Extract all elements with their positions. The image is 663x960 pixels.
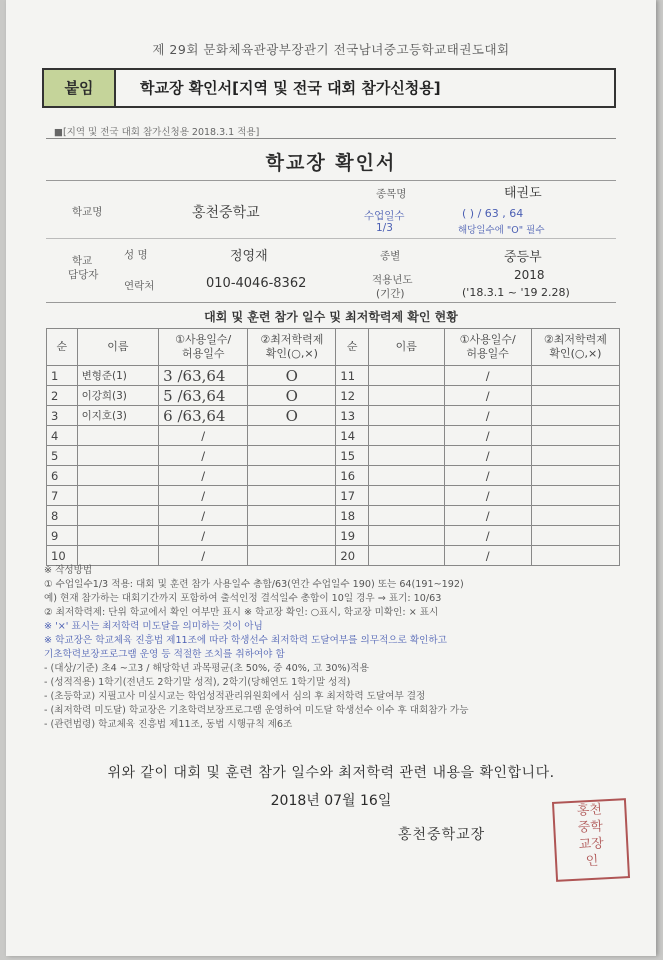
- days-note: 해당일수에 "O" 필수: [458, 225, 545, 236]
- days-used: /: [444, 366, 531, 386]
- instruction-line: ※ '×' 표시는 최저학력 미도달을 의미하는 것이 아님: [44, 621, 263, 632]
- table-row: [47, 426, 620, 446]
- divider: [46, 238, 616, 239]
- days-used: /: [444, 506, 531, 526]
- table-row: [47, 526, 620, 546]
- academic-check: [531, 466, 619, 486]
- divider: [46, 302, 616, 303]
- row-number: 1: [47, 366, 78, 386]
- header-name-right: 이름: [368, 329, 444, 366]
- academic-check: [531, 546, 619, 566]
- instruction-line: 예) 현재 참가하는 대회기간까지 포함하여 출석인정 결석일수 총합이 10일 경우 ⇒ 표기: 10/63: [44, 593, 442, 604]
- academic-check: [248, 426, 336, 446]
- days-label-fraction: 1/3: [376, 222, 393, 234]
- student-name: [368, 466, 444, 486]
- academic-check: O: [248, 406, 336, 426]
- row-number: 15: [336, 446, 368, 466]
- days-used: /: [444, 426, 531, 446]
- year-period: ('18.3.1 ~ '19 2.28): [462, 286, 570, 299]
- student-name: [368, 506, 444, 526]
- header-days-right: ①사용일수/ 허용일수: [444, 329, 531, 366]
- table-row: [47, 406, 620, 426]
- table-row: [47, 446, 620, 466]
- table-row: [47, 506, 620, 526]
- table-header-row: [47, 329, 620, 366]
- event-title: 제 29회 문화체육관광부장관기 전국남녀중고등학교태권도대회: [152, 42, 510, 57]
- school-name: 홍천중학교: [192, 205, 260, 221]
- contact-name: 정영재: [230, 249, 268, 264]
- attachment-header: [42, 68, 616, 108]
- days-used: /: [159, 546, 248, 566]
- category-label: 종별: [380, 250, 401, 262]
- instruction-line: ① 수업일수1/3 적용: 대회 및 훈련 참가 사용일수 총합/63(연간 수업일수 190) 또는 64(191~192): [44, 579, 464, 590]
- sport-label: 종목명: [376, 188, 407, 200]
- instruction-line: ※ 작성방법: [44, 565, 93, 576]
- form-note: ■[지역 및 전국 대회 참가신청용 2018.3.1 적용]: [54, 127, 260, 138]
- instructions: [44, 564, 634, 732]
- days-used: /: [444, 546, 531, 566]
- contact-label-line2: 담당자: [68, 269, 99, 281]
- year-value: 2018: [514, 268, 545, 282]
- table-row: [47, 546, 620, 566]
- days-used: /: [159, 506, 248, 526]
- row-number: 5: [47, 446, 78, 466]
- row-number: 10: [47, 546, 78, 566]
- days-used: /: [159, 466, 248, 486]
- student-name: [368, 546, 444, 566]
- divider: [46, 138, 616, 139]
- student-name: [368, 406, 444, 426]
- phone-label: 연락처: [124, 280, 155, 292]
- instruction-line: ※ 학교장은 학교체육 진흥법 제11조에 따라 학생선수 최저학력 도달여부를 의무적으로 확인하고: [44, 635, 447, 646]
- days-used: /: [159, 526, 248, 546]
- confirmation-date: 2018년 07월 16일: [270, 793, 392, 809]
- header-academic: ②최저학력제 확인(○,×): [248, 329, 336, 366]
- instruction-line: ② 최저학력제: 단위 학교에서 확인 여부만 표시 ※ 학교장 확인: ○표시, 학교장 미확인: × 표시: [44, 607, 439, 618]
- academic-check: [248, 506, 336, 526]
- category-value: 중등부: [504, 250, 542, 265]
- student-name: [77, 466, 159, 486]
- instruction-line: - (대상/기준) 초4 ~고3 / 해당학년 과목평균(초 50%, 중 40%, 고 30%)적용: [44, 663, 369, 674]
- instruction-line: 기초학력보장프로그램 운영 등 적절한 조치를 취하여야 함: [44, 649, 285, 660]
- row-number: 20: [336, 546, 368, 566]
- row-number: 6: [47, 466, 78, 486]
- student-name: [368, 526, 444, 546]
- academic-check: O: [248, 366, 336, 386]
- academic-check: [248, 546, 336, 566]
- days-used: /: [444, 406, 531, 426]
- student-name: [368, 426, 444, 446]
- document-page: [6, 0, 656, 956]
- school-seal: 홍천 중학 교장 인: [552, 798, 630, 882]
- row-number: 8: [47, 506, 78, 526]
- row-number: 9: [47, 526, 78, 546]
- academic-check: [248, 486, 336, 506]
- days-used: /: [444, 466, 531, 486]
- days-used: /: [159, 426, 248, 446]
- instruction-line: - (관련법령) 학교체육 진흥법 제11조, 동법 시행규칙 제6조: [44, 719, 293, 730]
- academic-check: [531, 506, 619, 526]
- row-number: 11: [336, 366, 368, 386]
- phone-value: 010-4046-8362: [206, 276, 307, 291]
- attachment-tag: 붙임: [44, 70, 116, 106]
- student-name: [77, 526, 159, 546]
- student-name: [77, 446, 159, 466]
- header-name: 이름: [77, 329, 159, 366]
- academic-check: [531, 366, 619, 386]
- student-name: [368, 446, 444, 466]
- days-used: /: [444, 526, 531, 546]
- table-row: [47, 486, 620, 506]
- days-label: 수업일수: [364, 210, 405, 222]
- year-label: 적용년도: [372, 274, 413, 286]
- days-used: 5 /63,64: [159, 386, 248, 406]
- student-name: [368, 486, 444, 506]
- divider: [46, 180, 616, 181]
- table-row: [47, 366, 620, 386]
- academic-check: [531, 446, 619, 466]
- attachment-title: 학교장 확인서[지역 및 전국 대회 참가신청용]: [140, 79, 441, 97]
- row-number: 12: [336, 386, 368, 406]
- student-name: [77, 426, 159, 446]
- school-label: 학교명: [72, 206, 103, 218]
- year-label-period: (기간): [376, 288, 405, 300]
- academic-check: [531, 486, 619, 506]
- days-used: /: [159, 446, 248, 466]
- principal-signature: 홍천중학교장: [398, 827, 486, 843]
- instruction-line: - (최저학력 미도달) 학교장은 기초학력보장프로그램 운영하여 미도달 학생선수 이수 후 대회참가 가능: [44, 705, 469, 716]
- instruction-line: - (성적적용) 1학기(전년도 2학기말 성적), 2학기(당해연도 1학기말 성적): [44, 677, 351, 688]
- sport-name: 태권도: [504, 186, 542, 201]
- table-row: [47, 466, 620, 486]
- table-row: [47, 386, 620, 406]
- student-name: [77, 486, 159, 506]
- student-name: 이강희(3): [77, 386, 159, 406]
- student-name: 이지호(3): [77, 406, 159, 426]
- days-used: /: [444, 386, 531, 406]
- academic-check: [248, 446, 336, 466]
- row-number: 19: [336, 526, 368, 546]
- contact-label-line1: 학교: [72, 255, 93, 267]
- days-used: 6 /63,64: [159, 406, 248, 426]
- row-number: 14: [336, 426, 368, 446]
- student-name: [77, 506, 159, 526]
- confirmation-text: 위와 같이 대회 및 훈련 참가 일수와 최저학력 관련 내용을 확인합니다.: [107, 765, 555, 781]
- days-used: /: [444, 446, 531, 466]
- document-title: 학교장 확인서: [265, 152, 397, 174]
- header-academic-right: ②최저학력제 확인(○,×): [531, 329, 619, 366]
- student-name: [77, 546, 159, 566]
- name-label: 성 명: [124, 249, 148, 261]
- row-number: 16: [336, 466, 368, 486]
- header-no: 순: [47, 329, 78, 366]
- row-number: 3: [47, 406, 78, 426]
- instruction-line: - (초등학교) 지필고사 미실시교는 학업성적관리위원회에서 심의 후 최저학력 도달여부 결정: [44, 691, 426, 702]
- days-value: ( ) / 63 , 64: [462, 207, 524, 220]
- student-name: [368, 366, 444, 386]
- student-name: [368, 386, 444, 406]
- academic-check: [248, 526, 336, 546]
- row-number: 17: [336, 486, 368, 506]
- academic-check: [531, 386, 619, 406]
- academic-check: [531, 426, 619, 446]
- row-number: 7: [47, 486, 78, 506]
- days-used: /: [444, 486, 531, 506]
- academic-check: O: [248, 386, 336, 406]
- student-name: 변형준(1): [77, 366, 159, 386]
- academic-check: [531, 406, 619, 426]
- header-days: ①사용일수/ 허용일수: [159, 329, 248, 366]
- academic-check: [531, 526, 619, 546]
- row-number: 4: [47, 426, 78, 446]
- status-title: 대회 및 훈련 참가 일수 및 최저학력제 확인 현황: [204, 310, 458, 324]
- academic-check: [248, 466, 336, 486]
- days-used: /: [159, 486, 248, 506]
- row-number: 2: [47, 386, 78, 406]
- row-number: 18: [336, 506, 368, 526]
- row-number: 13: [336, 406, 368, 426]
- days-used: 3 /63,64: [159, 366, 248, 386]
- status-table: [46, 328, 620, 566]
- header-no-right: 순: [336, 329, 368, 366]
